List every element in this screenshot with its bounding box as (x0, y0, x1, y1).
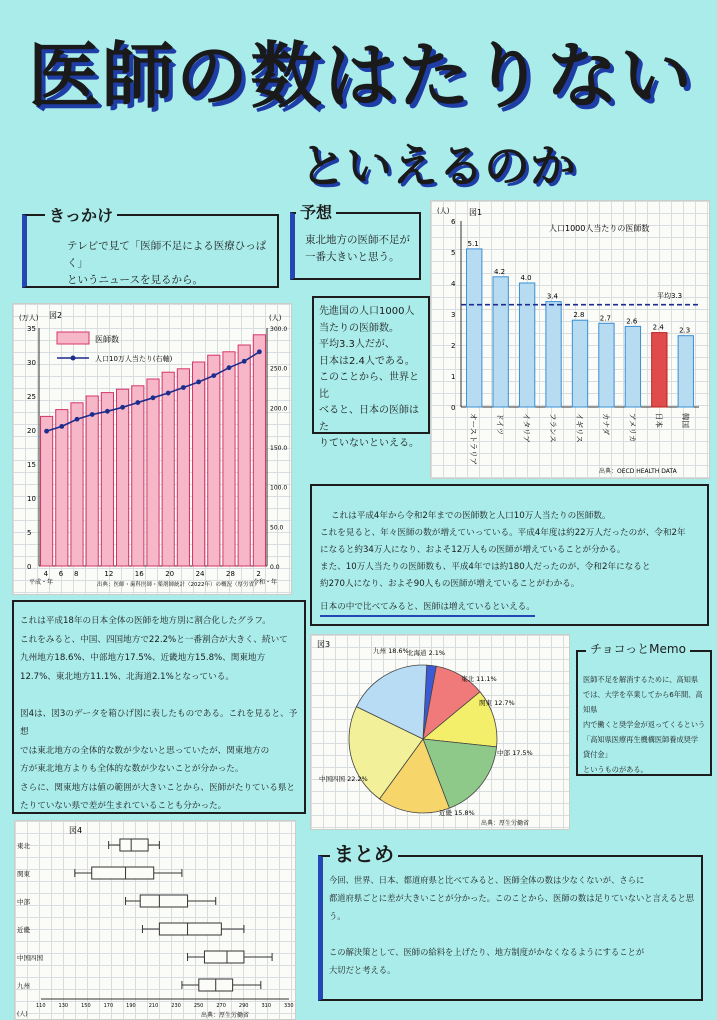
figure-2-line-point (196, 380, 201, 385)
figure-4-chart (15, 821, 295, 1019)
figure-2-line-point (151, 395, 156, 400)
figure-2-ytick-left: 5 (27, 529, 32, 537)
figure-2-line-point (75, 417, 80, 422)
figure-3-source: 出典：厚生労働省 (481, 820, 530, 827)
figure-2-legend-line-marker (71, 356, 76, 361)
memo-text: 医師不足を解消するために、高知県 では、大学を卒業してから6年間、高知県 内で働くと奨学金が返ってくるという 「高知県医療再生機構医師養成奨学 貸付金」 というものがある。 (583, 675, 706, 774)
figure-2-y2-unit: (人) (269, 314, 282, 322)
figure-1-ytick: 4 (451, 280, 456, 288)
figure-4-xtick: 310 (261, 1003, 272, 1009)
figure-2-xtick: 28 (226, 570, 235, 578)
figure-1-ytick: 5 (451, 249, 456, 257)
figure-2-line-point (211, 373, 216, 378)
figure-4-category: 関東 (17, 870, 30, 878)
figure-4-xtick: 250 (193, 1003, 204, 1009)
figure-1-value-label: 3.4 (546, 292, 559, 301)
figure-2-legend-bar: 医師数 (95, 335, 119, 344)
figure-4-box (204, 951, 243, 963)
figure-1-ytick: 3 (451, 311, 456, 319)
figure-4-xtick: 150 (81, 1003, 91, 1009)
figure-2-line-point (257, 349, 262, 354)
figure-1-bar (519, 283, 534, 407)
figure-2-bar (41, 416, 53, 566)
figure-4-box (140, 895, 187, 907)
note-1-text: 先進国の人口1000人 当たりの医師数。 平均3.3人だが、 日本は2.4人である。 このことから、世界と比 べると、日本の医師はた りていないといえる。 (319, 306, 419, 449)
figure-3-slice-label: 関東 12.7% (479, 699, 515, 707)
figure-4-category: 九州 (17, 982, 30, 990)
figure-2-xlabel-left: 平成・年 (29, 579, 54, 586)
figure-1-ytick: 2 (451, 342, 456, 350)
memo-box (576, 650, 712, 776)
figure-1-bar (493, 277, 508, 407)
figure-2-chart (13, 304, 291, 594)
figure-2-ytick-left: 15 (27, 461, 36, 469)
matome-heading: まとめ (330, 838, 398, 867)
figure-2-xtick: 8 (74, 570, 79, 578)
figure-2-bar (86, 396, 98, 566)
figure-1-bar (678, 336, 693, 407)
figure-1-value-label: 2.3 (679, 326, 691, 335)
figure-1-ytick: 1 (451, 373, 456, 381)
figure-1-value-label: 4.2 (493, 267, 506, 276)
figure-2-line-point (105, 409, 110, 414)
yosou-text: 東北地方の医師不足が 一番大きいと思う。 (305, 234, 410, 263)
figure-2-bar (132, 386, 144, 566)
figure-3-slice-label: 九州 18.6% (373, 647, 409, 655)
figure-3-slice-label: 中部 17.5% (497, 749, 533, 757)
figure-4-xtick: 330 (284, 1003, 294, 1009)
figure-2-xtick: 6 (58, 570, 64, 578)
figure-1-bar (652, 333, 667, 407)
figure-2-bar (162, 372, 174, 566)
figure-4-xtick: 170 (103, 1003, 114, 1009)
figure-4-xtick: 130 (58, 1003, 69, 1009)
figure-2-line-point (120, 405, 125, 410)
figure-2-bar (193, 362, 205, 566)
figure-4-xtick: 270 (216, 1003, 226, 1009)
figure-1-xtick: イタリア (522, 413, 532, 443)
figure-4-xtick: 210 (148, 1003, 159, 1009)
figure-3-label: 図3 (317, 640, 331, 649)
figure-4-xtick: 230 (171, 1003, 181, 1009)
figure-4 (14, 820, 296, 1020)
figure-2-label: 図2 (49, 311, 63, 320)
figure-2-ytick-left: 25 (27, 393, 36, 401)
figure-2-bar (238, 345, 250, 566)
matome-box (318, 855, 703, 1001)
figure-2-ytick-left: 35 (27, 325, 36, 333)
figure-2-line-point (166, 391, 171, 396)
figure-4-box (159, 923, 221, 935)
figure-2-legend-line: 人口10万人当たり(右軸) (95, 355, 173, 363)
figure-2-ytick-right: 250.0 (270, 365, 288, 373)
note-2-box (310, 484, 709, 626)
figure-4-xunit: (人) (17, 1011, 28, 1018)
figure-2-ytick-left: 20 (27, 427, 36, 435)
figure-1-xtick: 日本 (654, 413, 664, 428)
figure-1-xtick: オーストラリア (469, 413, 479, 466)
figure-1-bar (546, 302, 561, 407)
figure-1-bar (599, 323, 614, 407)
figure-2-bar (223, 352, 235, 566)
figure-2-bar (147, 379, 159, 566)
figure-1-bar (572, 320, 587, 407)
note-3-box (12, 600, 306, 814)
figure-2-xtick: 2 (256, 570, 261, 578)
figure-2-legend-bar-swatch (57, 332, 89, 344)
figure-2-xlabel-right: 令和・年 (253, 579, 278, 586)
figure-3-chart (311, 635, 569, 829)
figure-3 (310, 634, 570, 830)
figure-2-ytick-right: 150.0 (270, 445, 288, 452)
kikkake-heading: きっかけ (45, 203, 117, 226)
figure-4-category: 東北 (17, 842, 30, 850)
matome-text: 今回、世界、日本、都道府県と比べてみると、医師全体の数は少なくないが、さらに 都道府県ごとに差が大きいことが分かった。このことから、医師の数は足りていないと言えると思う。 この解決策として、医師の給料を上げたり、地方制度がかなくなるようにすることが 大切だと考える。 (329, 875, 695, 975)
figure-2-bar (101, 393, 113, 566)
figure-1 (430, 200, 710, 479)
figure-1-title: 人口1000人当たりの医師数 (549, 224, 650, 233)
note-2-text (320, 491, 705, 610)
figure-1-xtick: アメリカ (627, 413, 637, 443)
figure-2-line-point (135, 400, 140, 405)
figure-4-category: 中部 (17, 898, 30, 906)
figure-2-line-point (242, 359, 247, 364)
figure-3-slice-label: 北海道 2.1% (407, 649, 446, 657)
figure-2-bar (71, 403, 83, 566)
page-subtitle: といえるのか (300, 139, 576, 193)
figure-2-ytick-right: 200.0 (270, 405, 288, 413)
figure-2-ytick-left: 10 (27, 495, 36, 503)
figure-2-line-point (59, 424, 64, 429)
memo-heading: チョコっとMemo (586, 640, 690, 657)
figure-2-xtick: 12 (104, 570, 114, 578)
figure-2-bar (177, 369, 189, 566)
figure-1-xtick: 韓国 (680, 413, 690, 428)
figure-4-xtick: 290 (238, 1003, 249, 1009)
figure-1-value-label: 4.0 (520, 274, 532, 282)
figure-1-value-label: 2.4 (652, 323, 664, 332)
figure-2-line-point (227, 365, 232, 370)
figure-2-ytick-right: 300.0 (270, 326, 288, 333)
figure-2-xtick: 24 (195, 570, 205, 578)
figure-2-bar (253, 335, 265, 566)
note-2-conclusion: 日本の中で比べてみると、医師は増えているといえる。 (320, 600, 535, 617)
figure-2-y1-unit: (万人) (19, 314, 39, 322)
figure-2-line-point (90, 412, 95, 417)
figure-1-avg-label: 平均3.3 (657, 292, 683, 300)
figure-2-ytick-right: 100.0 (270, 484, 288, 492)
figure-1-value-label: 2.8 (573, 311, 585, 320)
figure-4-label: 図4 (69, 826, 83, 835)
figure-1-xtick: イギリス (575, 413, 584, 443)
figure-3-slice-label: 東北 11.1% (461, 675, 497, 683)
figure-2-bar (208, 355, 220, 566)
figure-1-ylabel: (人) (437, 207, 450, 215)
figure-1-value-label: 2.6 (626, 317, 638, 326)
note-1-box (312, 296, 430, 449)
figure-2 (12, 303, 292, 595)
figure-2-source: 出典：医師・歯科医師・薬剤師統計（2022年）の概況（厚労省） (97, 582, 260, 588)
figure-2-ytick-left: 30 (27, 359, 36, 367)
kikkake-text: テレビで見て「医師不足による医療ひっぱく」 というニュースを見るから。 (67, 240, 267, 286)
figure-3-slice-label: 近畿 15.8% (439, 809, 475, 817)
figure-2-ytick-left: 0 (27, 563, 32, 571)
note-3-text: これは平成18年の日本全体の医師を地方別に割合化したグラフ。 これをみると、中国、四国地方で22.2%と一番割合が大きく、続いて 九州地方18.6%、中部地方17.5%、近畿地方15.8%、関東地方 12.7%、東北地方11.1%、北海道2.1%となっている。 図4は、図3のデータを箱ひげ図に表したものである。これを見ると、予想 では東北地方の全体的な数が少ないと思っていたが、関東地方の 方が東北地方よりも全体的な数が少ないことが分かった。 さらに、関東地方は値の範囲が大きいことから、医師がたりている県と たりていない県で差が生まれていることも分かった。 (20, 616, 298, 811)
figure-1-ytick: 0 (451, 404, 456, 412)
figure-1-value-label: 2.7 (599, 314, 611, 323)
figure-2-xtick: 20 (165, 570, 175, 578)
figure-2-line-point (44, 429, 49, 434)
figure-1-ytick: 6 (451, 218, 456, 226)
figure-4-xtick: 190 (126, 1003, 136, 1009)
figure-3-slice-label: 中国四国 22.2% (319, 775, 368, 783)
figure-4-box (92, 867, 154, 879)
figure-2-line-point (181, 385, 186, 390)
figure-1-xtick: フランス (548, 413, 558, 443)
figure-2-ytick-right: 0.0 (270, 564, 280, 571)
figure-1-xtick: ドイツ (495, 413, 505, 436)
figure-1-label: 図1 (469, 208, 483, 217)
figure-4-box (120, 839, 148, 851)
figure-1-value-label: 5.1 (467, 239, 479, 248)
figure-1-bar (625, 326, 640, 407)
figure-2-xtick: 4 (43, 570, 49, 578)
figure-2-ytick-right: 50.0 (270, 524, 284, 532)
figure-4-category: 近畿 (17, 926, 30, 934)
note-2-line4: また、10万人当たりの医師数も、平成4年では約180人だったのが、令和2年になると (320, 562, 651, 572)
figure-1-xtick: カナダ (601, 413, 611, 436)
figure-4-xtick: 110 (36, 1003, 46, 1009)
note-2-body: これは平成4年から令和2年までの医師数と人口10万人当たりの医師数。 これを見ると、年々医師の数が増えていっている。平成4年度は約22万人だったのが、令和2年 になると約34万人になり、およそ12万人もの医師が増えていることが分かる。 約270人になり、およそ90人もの医師が増えていることがわかる。 (320, 511, 686, 589)
yosou-heading: 予想 (296, 200, 336, 223)
figure-1-source: 出典：OECD HEALTH DATA (599, 468, 677, 475)
figure-1-bar (467, 249, 482, 407)
page-title: 医師の数はたりない (28, 34, 695, 118)
figure-2-bar (56, 410, 68, 566)
figure-2-bar (117, 389, 129, 566)
figure-4-source: 出典：厚生労働省 (201, 1012, 250, 1019)
figure-2-xtick: 16 (134, 570, 144, 578)
figure-4-category: 中国四国 (17, 954, 43, 962)
figure-1-chart (431, 201, 709, 478)
